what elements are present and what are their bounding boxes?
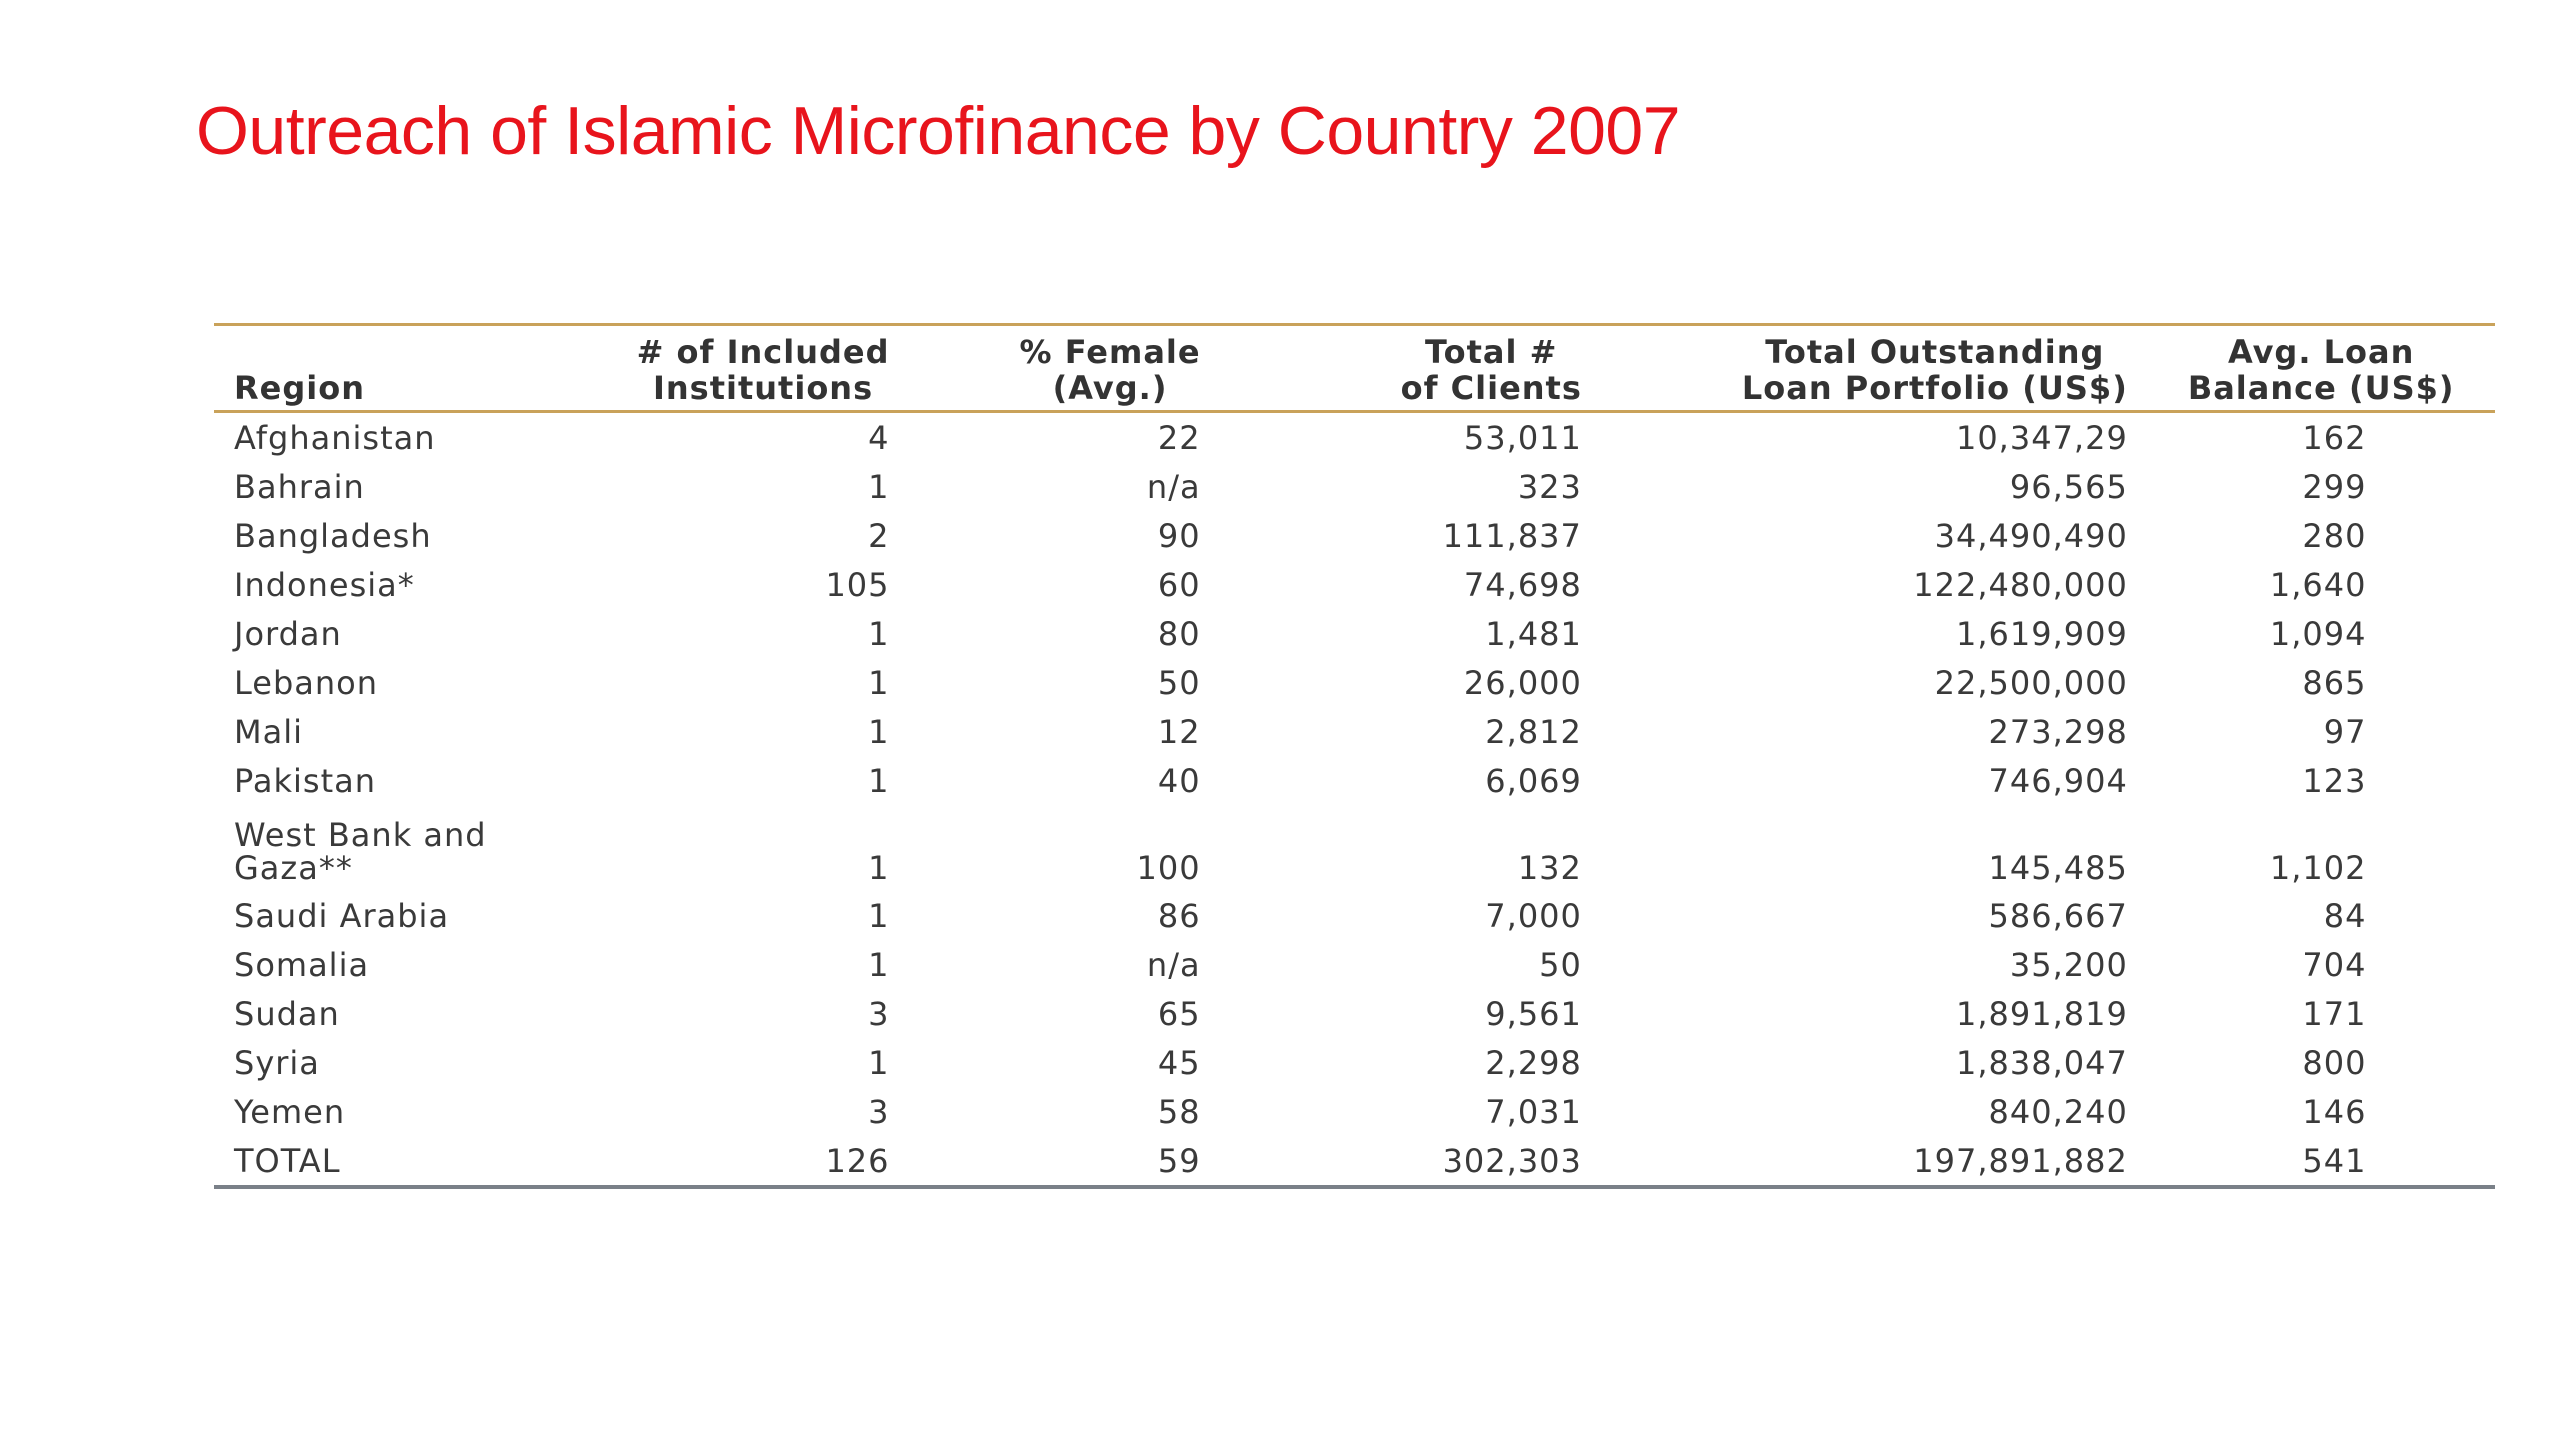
header-female bbox=[890, 325, 1201, 412]
header-region bbox=[214, 325, 487, 412]
header-avg-loan-line-1: Avg. Loan bbox=[2227, 333, 2415, 371]
table-row bbox=[214, 989, 2495, 1038]
slide-title: Outreach of Islamic Microfinance by Country 2007 bbox=[196, 93, 1681, 169]
cell-region-line: Lebanon bbox=[234, 663, 379, 702]
cell-female: n/a bbox=[1146, 467, 1201, 506]
cell-female: n/a bbox=[1146, 945, 1201, 984]
cell-clients: 111,837 bbox=[1442, 516, 1582, 555]
cell-female: 100 bbox=[1136, 849, 1201, 887]
cell-avg-loan: 1,640 bbox=[2269, 565, 2367, 604]
table-row bbox=[214, 805, 2495, 891]
cell-institutions: 1 bbox=[868, 712, 890, 751]
cell-portfolio: 35,200 bbox=[2009, 945, 2128, 984]
cell-clients: 7,000 bbox=[1485, 896, 1582, 935]
cell-region-line: Bangladesh bbox=[234, 516, 432, 555]
cell-avg-loan: 84 bbox=[2323, 896, 2367, 935]
table-total-row bbox=[214, 1136, 2495, 1187]
cell-region bbox=[214, 940, 487, 989]
cell-avg-loan: 162 bbox=[2302, 418, 2367, 457]
cell-avg-loan: 299 bbox=[2302, 467, 2367, 506]
cell-region bbox=[214, 1038, 487, 1087]
cell-avg-loan: 865 bbox=[2302, 663, 2367, 702]
cell-institutions: 1 bbox=[868, 761, 890, 800]
cell-avg-loan: 1,102 bbox=[2269, 849, 2367, 887]
cell-institutions: 126 bbox=[825, 1141, 890, 1180]
cell-avg-loan: 280 bbox=[2302, 516, 2367, 555]
cell-clients: 6,069 bbox=[1485, 761, 1582, 800]
cell-region bbox=[214, 1087, 487, 1136]
cell-avg-loan: 541 bbox=[2302, 1141, 2367, 1180]
cell-institutions: 1 bbox=[868, 945, 890, 984]
cell-region bbox=[214, 707, 487, 756]
table-row bbox=[214, 462, 2495, 511]
cell-female: 65 bbox=[1157, 994, 1201, 1033]
cell-region bbox=[214, 412, 487, 463]
table-row bbox=[214, 560, 2495, 609]
cell-female: 12 bbox=[1157, 712, 1201, 751]
cell-portfolio: 1,619,909 bbox=[1955, 614, 2128, 653]
cell-region-line: Somalia bbox=[234, 945, 370, 984]
cell-female: 22 bbox=[1157, 418, 1201, 457]
cell-portfolio: 34,490,490 bbox=[1934, 516, 2128, 555]
cell-region-line: Syria bbox=[234, 1043, 320, 1082]
cell-region-line: Indonesia* bbox=[234, 565, 415, 604]
cell-avg-loan: 704 bbox=[2302, 945, 2367, 984]
cell-region-line: Bahrain bbox=[234, 467, 365, 506]
cell-clients: 50 bbox=[1539, 945, 1582, 984]
cell-institutions: 1 bbox=[868, 467, 890, 506]
cell-region bbox=[214, 989, 487, 1038]
cell-female: 80 bbox=[1157, 614, 1201, 653]
cell-region-line: Jordan bbox=[234, 614, 342, 653]
cell-institutions: 1 bbox=[868, 849, 890, 887]
cell-avg-loan: 1,094 bbox=[2269, 614, 2367, 653]
cell-institutions: 1 bbox=[868, 896, 890, 935]
cell-avg-loan: 97 bbox=[2323, 712, 2367, 751]
cell-region bbox=[214, 1136, 487, 1187]
cell-region bbox=[214, 511, 487, 560]
cell-female: 50 bbox=[1157, 663, 1201, 702]
cell-clients: 53,011 bbox=[1463, 418, 1582, 457]
header-avg-loan bbox=[2128, 325, 2495, 412]
cell-region bbox=[214, 891, 487, 940]
cell-female: 58 bbox=[1157, 1092, 1201, 1131]
cell-female: 59 bbox=[1157, 1141, 1201, 1180]
cell-region bbox=[214, 658, 487, 707]
cell-region-line: Afghanistan bbox=[234, 418, 436, 457]
table-row bbox=[214, 891, 2495, 940]
cell-institutions: 105 bbox=[825, 565, 890, 604]
cell-clients: 2,812 bbox=[1485, 712, 1582, 751]
cell-portfolio: 96,565 bbox=[2009, 467, 2128, 506]
table-row bbox=[214, 756, 2495, 805]
cell-region-line: TOTAL bbox=[234, 1141, 341, 1180]
table-row bbox=[214, 412, 2495, 463]
table-row bbox=[214, 511, 2495, 560]
cell-region-line: Gaza** bbox=[234, 849, 353, 887]
cell-clients: 302,303 bbox=[1442, 1141, 1582, 1180]
cell-institutions: 3 bbox=[868, 994, 890, 1033]
cell-region bbox=[214, 756, 487, 805]
cell-female: 90 bbox=[1157, 516, 1201, 555]
header-institutions-line-2: Institutions bbox=[652, 369, 874, 407]
cell-clients: 26,000 bbox=[1463, 663, 1582, 702]
cell-clients: 323 bbox=[1517, 467, 1582, 506]
cell-portfolio: 10,347,29 bbox=[1955, 418, 2128, 457]
cell-portfolio: 22,500,000 bbox=[1934, 663, 2128, 702]
header-avg-loan-line-2: Balance (US$) bbox=[2187, 369, 2455, 407]
header-clients bbox=[1201, 325, 1582, 412]
cell-institutions: 2 bbox=[868, 516, 890, 555]
cell-clients: 7,031 bbox=[1485, 1092, 1582, 1131]
cell-portfolio: 1,891,819 bbox=[1955, 994, 2128, 1033]
cell-portfolio: 746,904 bbox=[1988, 761, 2128, 800]
cell-region-line: Sudan bbox=[234, 994, 340, 1033]
cell-region bbox=[214, 560, 487, 609]
table-row bbox=[214, 1087, 2495, 1136]
cell-institutions: 4 bbox=[868, 418, 890, 457]
cell-avg-loan: 146 bbox=[2302, 1092, 2367, 1131]
cell-region-line: Mali bbox=[234, 712, 303, 751]
cell-portfolio: 122,480,000 bbox=[1913, 565, 2128, 604]
cell-portfolio: 273,298 bbox=[1988, 712, 2128, 751]
cell-region bbox=[214, 609, 487, 658]
cell-institutions: 1 bbox=[868, 1043, 890, 1082]
cell-avg-loan: 800 bbox=[2302, 1043, 2367, 1082]
cell-region bbox=[214, 805, 487, 891]
cell-clients: 1,481 bbox=[1485, 614, 1582, 653]
cell-region-line: Yemen bbox=[234, 1092, 346, 1131]
cell-portfolio: 145,485 bbox=[1988, 849, 2128, 887]
cell-female: 45 bbox=[1157, 1043, 1201, 1082]
table-body bbox=[214, 412, 2495, 1188]
table-row bbox=[214, 940, 2495, 989]
outreach-table bbox=[214, 323, 2495, 1189]
cell-region-line: Pakistan bbox=[234, 761, 376, 800]
cell-portfolio: 586,667 bbox=[1988, 896, 2128, 935]
header-female-line-2: (Avg.) bbox=[1052, 369, 1168, 407]
cell-region-line: West Bank and bbox=[234, 816, 487, 854]
cell-clients: 74,698 bbox=[1463, 565, 1582, 604]
table-row bbox=[214, 707, 2495, 756]
cell-avg-loan: 171 bbox=[2302, 994, 2367, 1033]
cell-clients: 9,561 bbox=[1485, 994, 1582, 1033]
header-portfolio bbox=[1582, 325, 2128, 412]
cell-female: 86 bbox=[1157, 896, 1201, 935]
outreach-table-container bbox=[214, 323, 2455, 1189]
header-row bbox=[214, 325, 2495, 412]
cell-institutions: 3 bbox=[868, 1092, 890, 1131]
header-female-line-1: % Female bbox=[1019, 333, 1201, 371]
header-region-line-2: Region bbox=[234, 369, 365, 407]
table-row bbox=[214, 609, 2495, 658]
cell-clients: 132 bbox=[1517, 849, 1582, 887]
header-clients-line-1: Total # bbox=[1425, 333, 1558, 371]
cell-institutions: 1 bbox=[868, 663, 890, 702]
cell-avg-loan: 123 bbox=[2302, 761, 2367, 800]
table-row bbox=[214, 1038, 2495, 1087]
header-portfolio-line-2: Loan Portfolio (US$) bbox=[1741, 369, 2128, 407]
cell-region-line: Saudi Arabia bbox=[234, 896, 450, 935]
cell-clients: 2,298 bbox=[1485, 1043, 1582, 1082]
header-institutions bbox=[487, 325, 890, 412]
cell-portfolio: 197,891,882 bbox=[1913, 1141, 2128, 1180]
header-portfolio-line-1: Total Outstanding bbox=[1765, 333, 2105, 371]
header-clients-line-2: of Clients bbox=[1400, 369, 1582, 407]
cell-female: 40 bbox=[1157, 761, 1201, 800]
table-header bbox=[214, 325, 2495, 412]
cell-portfolio: 840,240 bbox=[1988, 1092, 2128, 1131]
header-institutions-line-1: # of Included bbox=[636, 333, 890, 371]
cell-institutions: 1 bbox=[868, 614, 890, 653]
cell-portfolio: 1,838,047 bbox=[1955, 1043, 2128, 1082]
table-row bbox=[214, 658, 2495, 707]
cell-region bbox=[214, 462, 487, 511]
cell-female: 60 bbox=[1157, 565, 1201, 604]
